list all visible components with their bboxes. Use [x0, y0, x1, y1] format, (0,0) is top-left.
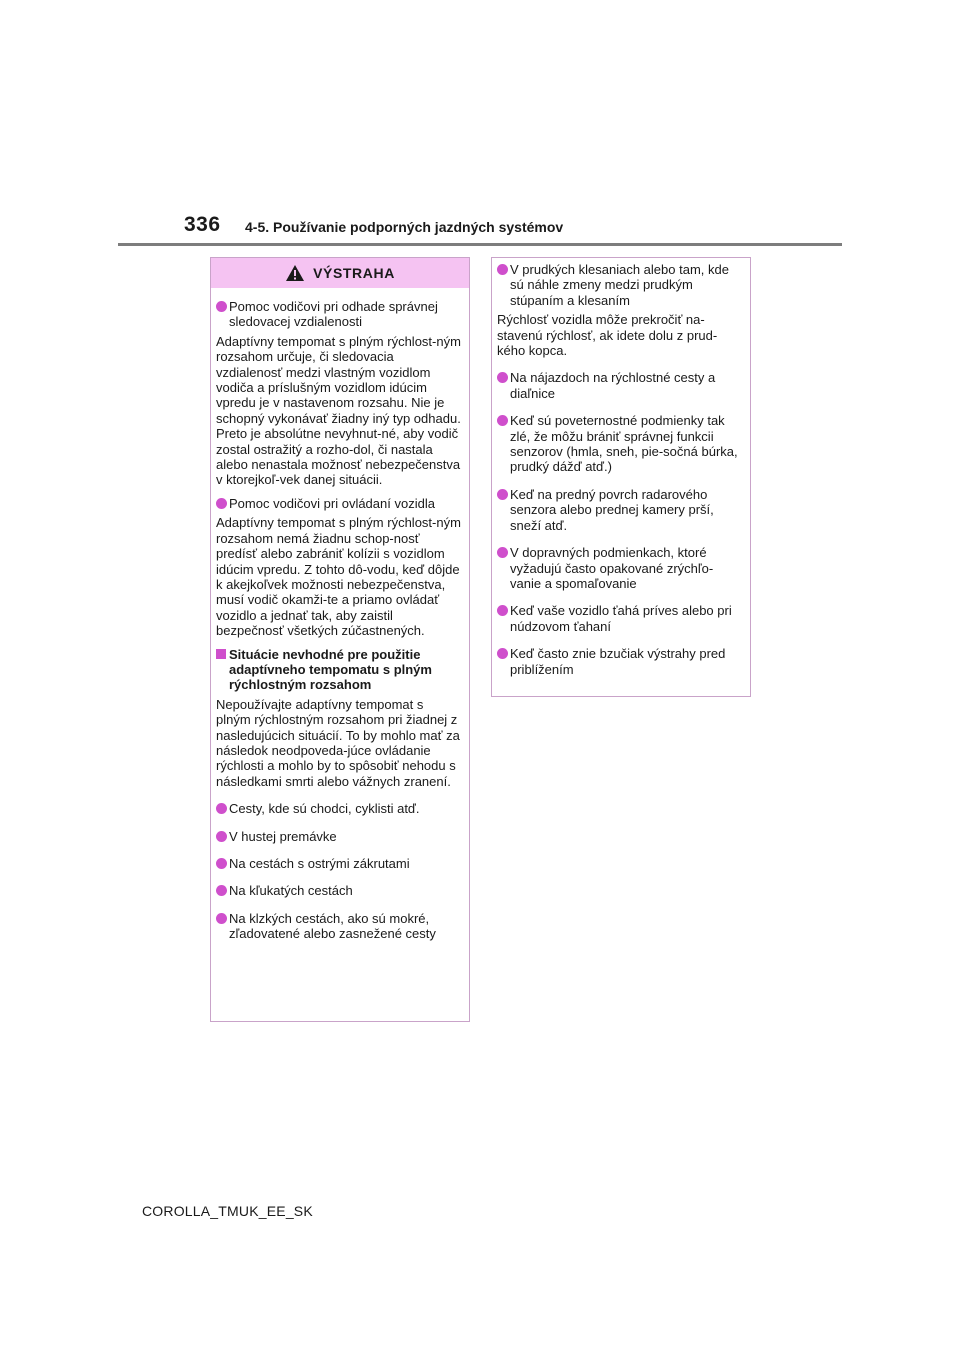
list-item	[497, 545, 742, 591]
section-title: 4-5. Používanie podporných jazdných systémov	[245, 219, 564, 235]
item-text: Na klzkých cestách, ako sú mokré, zľadovatené alebo zasnežené cesty	[229, 910, 436, 942]
item-text: Pomoc vodičovi pri ovládaní vozidla	[229, 495, 435, 511]
header-divider	[118, 243, 842, 246]
list-item	[497, 487, 742, 533]
list-item	[216, 829, 461, 844]
bullet-icon	[216, 858, 227, 869]
bullet-icon	[497, 648, 508, 659]
item-text: Na cestách s ostrými zákrutami	[229, 856, 410, 871]
item-text: Keď často znie bzučiak výstrahy pred priblížením	[510, 646, 726, 677]
item-text: V prudkých klesaniach alebo tam, kde sú náhle zmeny medzi prudkým stúpaním a klesaním	[510, 262, 729, 308]
item-text: Na nájazdoch na rýchlostné cesty a diaľnice	[510, 370, 716, 401]
list-item	[216, 299, 461, 330]
bullet-icon	[497, 372, 508, 383]
bullet-icon	[497, 489, 508, 500]
bullet-icon	[216, 803, 227, 814]
warning-box-continued	[491, 257, 751, 697]
paragraph: Adaptívny tempomat s plným rýchlost-ným rozsahom nemá žiadnu schop-nosť predísť alebo zabrániť kolízii s vozidlom idúcim vpredu. Z tohto dô-vodu, keď dôjde k akejkoľvek možnosti nebezpečenstva, musí vodič okamži-te a priamo ovládať vozidlo a jednať tak, aby zaistil bezpečnosť všetkých zúčastnených.	[216, 515, 461, 639]
heading-text: Situácie nevhodné pre použitie adaptívneho tempomatu s plným rýchlostným rozsahom	[229, 646, 432, 693]
item-text: Keď na predný povrch radarového senzora alebo prednej kamery prší, sneží atď.	[510, 486, 714, 533]
paragraph: Adaptívny tempomat s plným rýchlost-ným rozsahom určuje, či sledovacia vzdialenosť medzi vlastným vozidlom vodiča a príslušným vozidlom idúcim vpredu je v nastavenom rozsahu. Nie je schopný vykonávať žiadny iný typ odhadu. Preto je absolútne nevyhnut-né, aby vodič zostal ostražitý a rozho-dol, či nastala alebo nenastala možnosť nebezpečenstva v ktorejkoľ-vek danej situácii.	[216, 333, 461, 488]
list-item	[216, 911, 461, 942]
item-text: Keď sú poveternostné podmienky tak zlé, že môžu brániť správnej funkcii senzorov (hmla, sneh, pie-sočná búrka, prudký dážď atď.)	[510, 413, 738, 475]
paragraph: Nepoužívajte adaptívny tempomat s plným rýchlostným rozsahom pri žiadnej z nasledujúcich situácií. To by mohlo mať za následok neodpoveda-júce ovládanie rýchlosti a mohlo by to spôsobiť nehodu s následkami smrti alebo vážnych zranení.	[216, 696, 460, 789]
bullet-icon	[216, 301, 227, 312]
list-item	[497, 646, 742, 677]
bullet-icon	[497, 415, 508, 426]
bullet-icon	[216, 885, 227, 896]
list-item	[216, 496, 461, 511]
list-item	[497, 262, 742, 308]
square-bullet-icon	[216, 649, 226, 659]
bullet-icon	[216, 913, 227, 924]
item-text: Na kľukatých cestách	[229, 883, 353, 899]
item-text: V hustej premávke	[229, 828, 337, 844]
bullet-icon	[497, 605, 508, 616]
list-item	[216, 883, 461, 898]
warning-box	[210, 257, 470, 1022]
list-item	[216, 856, 461, 871]
item-text: Pomoc vodičovi pri odhade správnej sledovacej vzdialenosti	[229, 299, 438, 330]
bullet-icon	[497, 547, 508, 558]
warning-header	[211, 258, 469, 288]
subsection-heading	[216, 647, 461, 693]
item-text: Cesty, kde sú chodci, cyklisti atď.	[229, 801, 420, 817]
warning-triangle-icon	[285, 264, 305, 282]
list-item	[497, 370, 742, 401]
item-text: Keď vaše vozidlo ťahá príves alebo pri núdzovom ťahaní	[510, 603, 732, 634]
bullet-icon	[216, 498, 227, 509]
list-item	[497, 603, 742, 634]
item-text: V dopravných podmienkach, ktoré vyžadujú často opakované zrýchľo-vanie a spomaľovanie	[510, 545, 714, 591]
page-number: 336	[184, 213, 221, 236]
document-code: COROLLA_TMUK_EE_SK	[142, 1203, 313, 1219]
warning-title: VÝSTRAHA	[313, 265, 395, 281]
bullet-icon	[216, 831, 227, 842]
list-item	[216, 801, 461, 816]
paragraph: Rýchlosť vozidla môže prekročiť na-stavenú rýchlosť, ak idete dolu z prud-kého kopca.	[497, 312, 718, 359]
bullet-icon	[497, 264, 508, 275]
list-item	[497, 413, 742, 475]
